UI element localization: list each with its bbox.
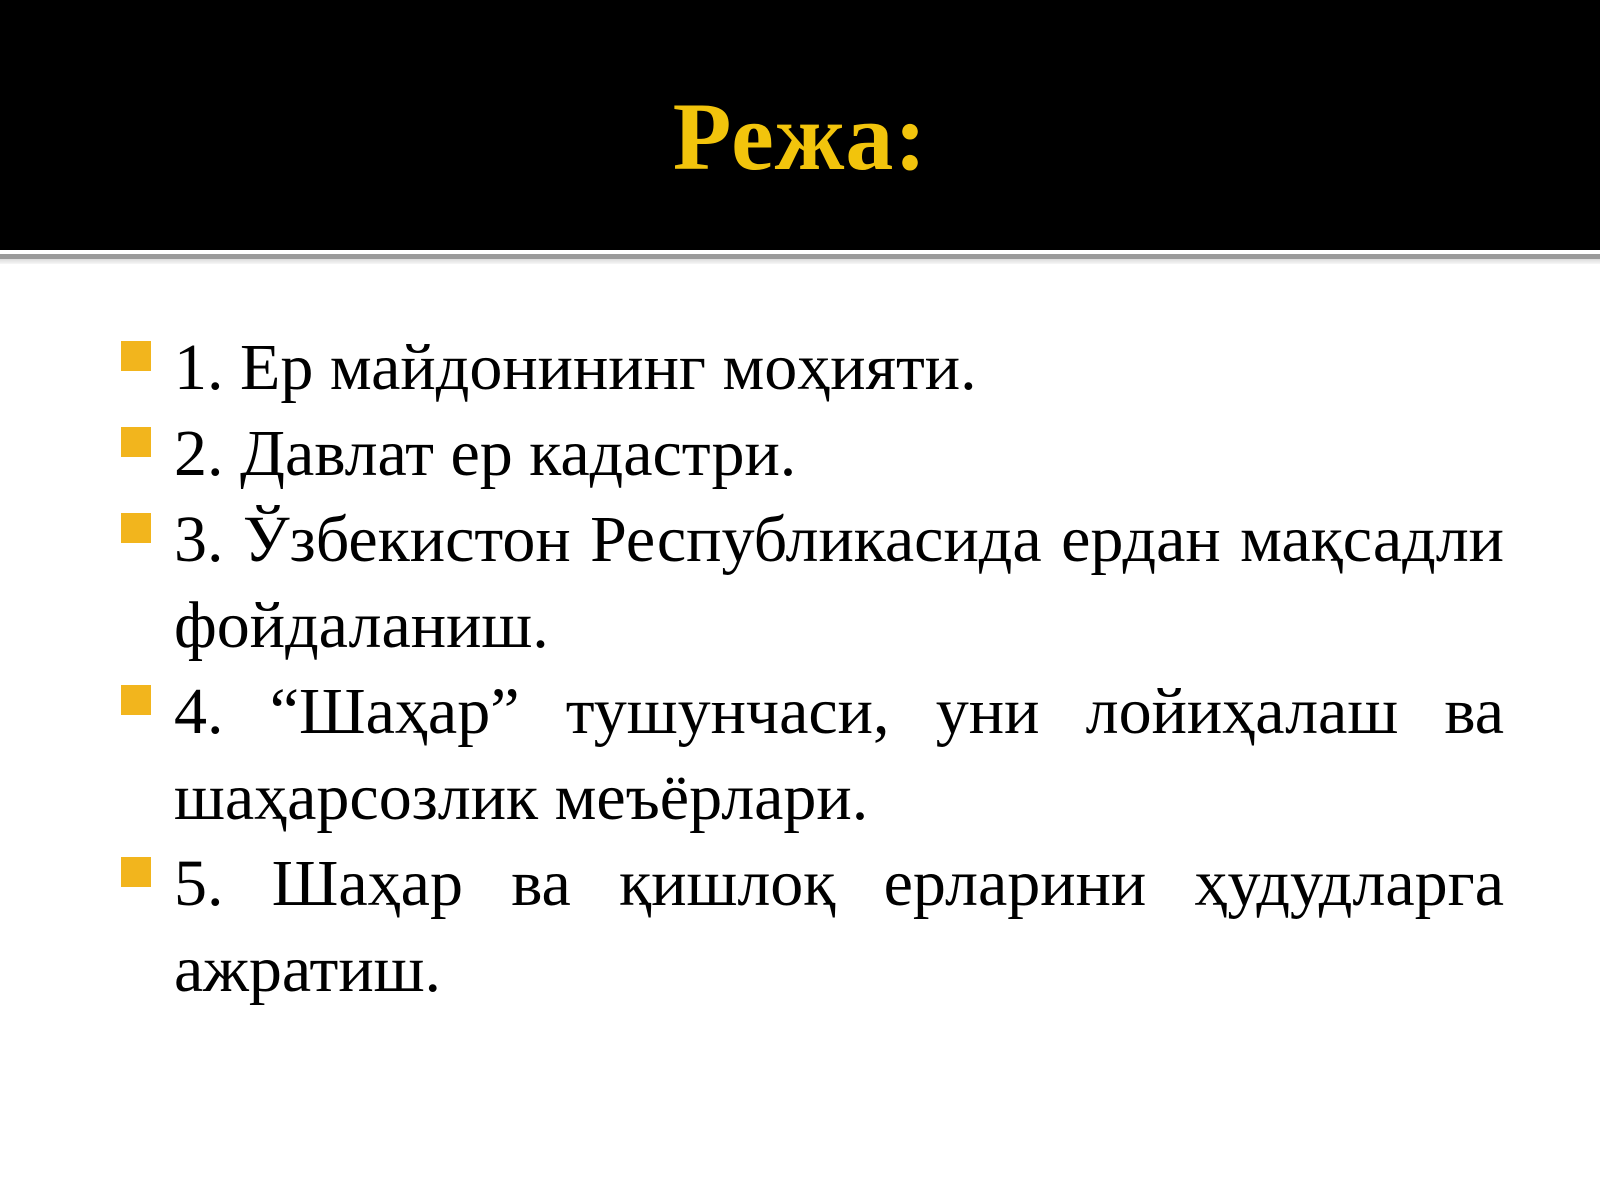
- list-item: [118, 325, 1504, 411]
- list-item-text: 4. “Шаҳар” тушунчаси, уни лойиҳалаш ва шаҳарсозлик меъёрлари.: [174, 675, 1504, 834]
- square-bullet-icon: [121, 427, 151, 457]
- list-item: [118, 669, 1504, 841]
- square-bullet-icon: [121, 685, 151, 715]
- square-bullet-icon: [121, 513, 151, 543]
- list-item-text: 2. Давлат ер кадастри.: [174, 417, 797, 490]
- square-bullet-icon: [121, 857, 151, 887]
- header-divider: [0, 250, 1600, 264]
- list-item: [118, 497, 1504, 669]
- list-item: [118, 841, 1504, 1013]
- bullet-list: [118, 325, 1504, 1013]
- list-item: [118, 411, 1504, 497]
- square-bullet-icon: [121, 341, 151, 371]
- list-item-text: 5. Шаҳар ва қишлоқ ерларини ҳудудларга ажратиш.: [174, 847, 1504, 1006]
- slide-header: [0, 0, 1600, 250]
- list-item-text: 3. Ўзбекистон Республикасида ердан мақсадли фойдаланиш.: [174, 503, 1504, 662]
- list-item-text: 1. Ер майдонининг моҳияти.: [174, 331, 977, 404]
- slide-title: Режа:: [672, 83, 928, 190]
